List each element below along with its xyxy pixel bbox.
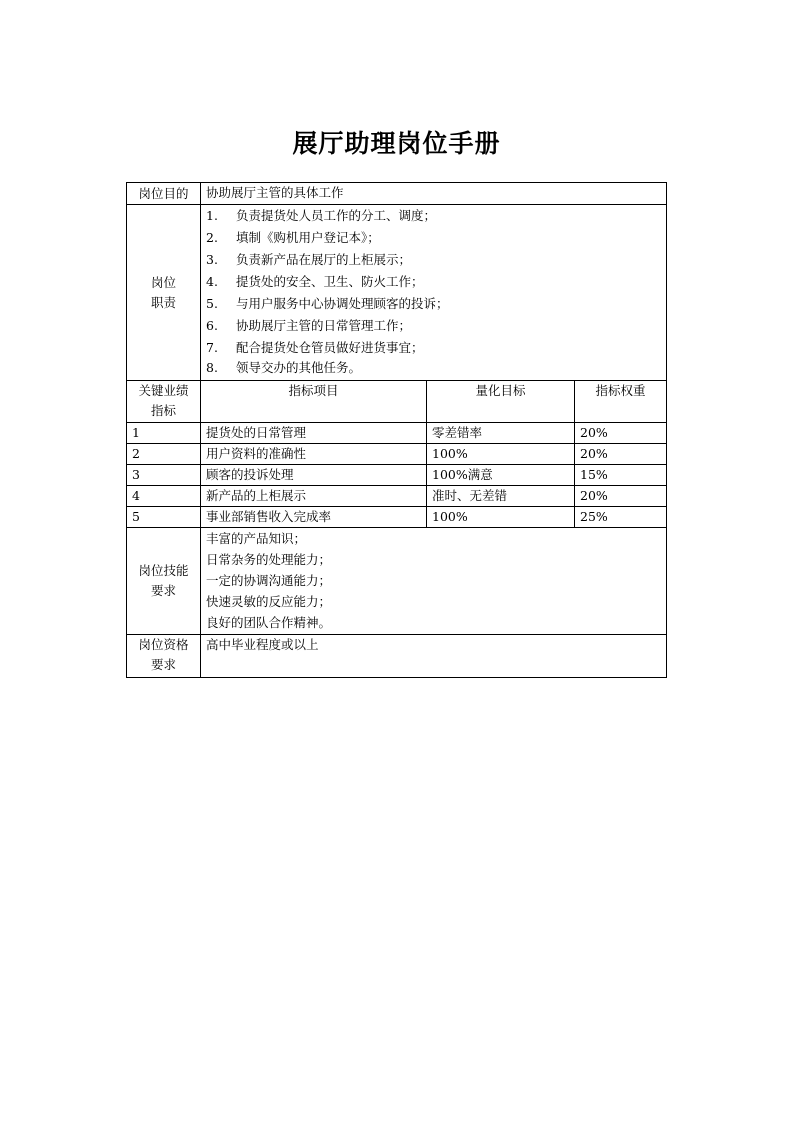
qualification-label-line1: 岗位资格: [138, 637, 189, 652]
kpi-row: [127, 423, 667, 444]
qualification-row: [127, 635, 667, 678]
kpi-target: 零差错率: [427, 423, 575, 444]
kpi-item: 提货处的日常管理: [201, 423, 427, 444]
duty-item: 3. 负责新产品在展厅的上柜展示；: [206, 252, 412, 267]
kpi-item: 用户资料的准确性: [201, 444, 427, 465]
skills-label-line2: 要求: [150, 583, 176, 598]
skill-item: 快速灵敏的反应能力；: [206, 594, 332, 609]
kpi-header-label-line1: 关键业绩: [138, 383, 189, 398]
duty-item: 6. 协助展厅主管的日常管理工作；: [206, 318, 412, 333]
kpi-no: 3: [127, 465, 201, 486]
purpose-value: 协助展厅主管的具体工作: [201, 183, 667, 205]
duty-item: 2. 填制《购机用户登记本》；: [206, 230, 380, 245]
skills-row: [127, 528, 667, 635]
kpi-weight: 20%: [575, 444, 667, 465]
kpi-header-row: [127, 381, 667, 423]
kpi-row: [127, 444, 667, 465]
kpi-no: 5: [127, 507, 201, 528]
kpi-target: 准时、无差错: [427, 486, 575, 507]
skills-label-line1: 岗位技能: [138, 563, 189, 578]
kpi-weight: 20%: [575, 423, 667, 444]
duty-item: 5. 与用户服务中心协调处理顾客的投诉；: [206, 296, 449, 311]
duty-item: 7. 配合提货处仓管员做好进货事宜；: [206, 340, 424, 355]
duties-row: [127, 205, 667, 381]
kpi-header-target: 量化目标: [427, 381, 575, 423]
kpi-row: [127, 486, 667, 507]
kpi-target: 100%: [427, 444, 575, 465]
purpose-label: 岗位目的: [127, 183, 201, 205]
duties-label-line2: 职责: [150, 294, 176, 310]
skills-list: [201, 528, 667, 635]
duties-label: [127, 205, 201, 381]
kpi-target: 100%: [427, 507, 575, 528]
duties-label-line1: 岗位: [150, 274, 176, 290]
qualification-label-line2: 要求: [150, 657, 176, 672]
skill-item: 日常杂务的处理能力；: [206, 552, 332, 567]
qualification-value: 高中毕业程度或以上: [201, 635, 667, 678]
kpi-header-label-line2: 指标: [150, 403, 176, 418]
kpi-row: [127, 465, 667, 486]
kpi-header-item: 指标项目: [201, 381, 427, 423]
kpi-item: 事业部销售收入完成率: [201, 507, 427, 528]
qualification-label: [127, 635, 201, 678]
skill-item: 良好的团队合作精神。: [206, 615, 332, 630]
kpi-header-label: [127, 381, 201, 423]
kpi-weight: 25%: [575, 507, 667, 528]
page-title: 展厅助理岗位手册: [292, 129, 501, 158]
kpi-weight: 15%: [575, 465, 667, 486]
kpi-no: 2: [127, 444, 201, 465]
skills-label: [127, 528, 201, 635]
duty-item: 1. 负责提货处人员工作的分工、调度；: [206, 208, 437, 223]
kpi-weight: 20%: [575, 486, 667, 507]
skill-item: 一定的协调沟通能力；: [206, 573, 332, 588]
kpi-no: 1: [127, 423, 201, 444]
duty-item: 8. 领导交办的其他任务。: [206, 360, 362, 375]
kpi-header-weight: 指标权重: [575, 381, 667, 423]
kpi-item: 顾客的投诉处理: [201, 465, 427, 486]
kpi-item: 新产品的上柜展示: [201, 486, 427, 507]
kpi-row: [127, 507, 667, 528]
purpose-row: [127, 183, 667, 205]
duty-item: 4. 提货处的安全、卫生、防火工作；: [206, 274, 424, 289]
kpi-target: 100%满意: [427, 465, 575, 486]
job-manual-table: [126, 182, 667, 678]
skill-item: 丰富的产品知识；: [206, 531, 307, 546]
duties-list: [201, 205, 667, 381]
kpi-no: 4: [127, 486, 201, 507]
